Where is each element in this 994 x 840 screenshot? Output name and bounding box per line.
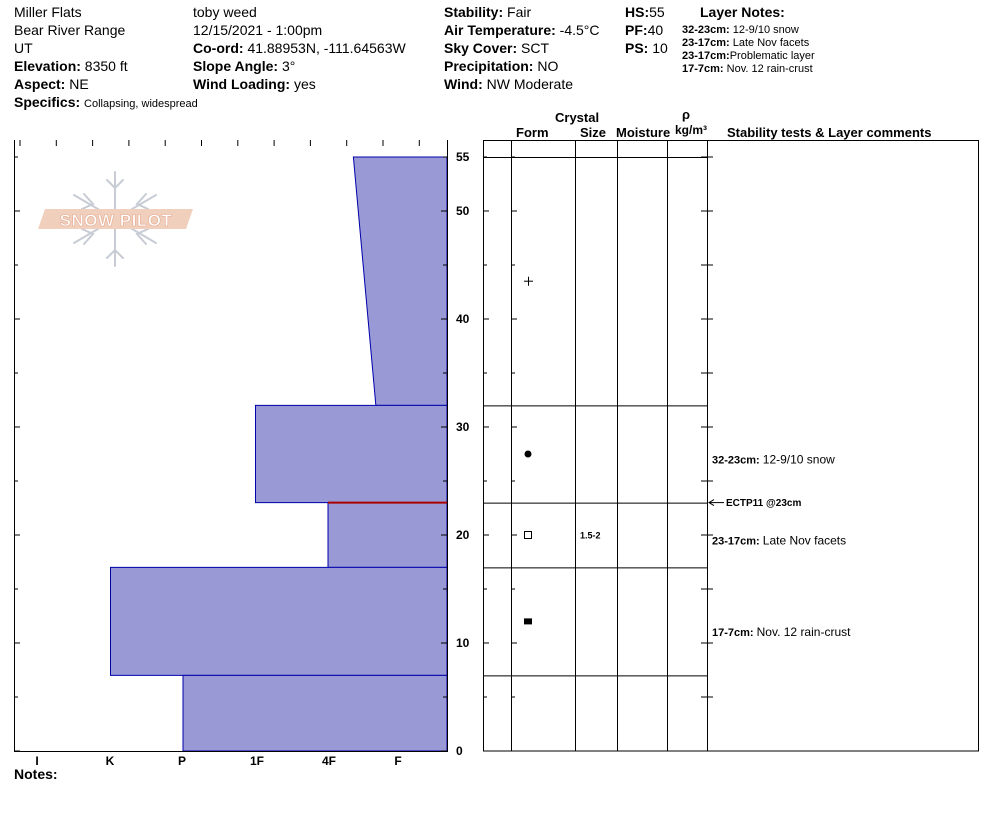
layer-comment-range: 32-23cm: — [712, 454, 763, 467]
y-tick-label: 50 — [456, 204, 470, 218]
elevation-label: Elevation: — [14, 58, 81, 74]
layer-comment — [712, 625, 851, 639]
wind-loading-label: Wind Loading: — [193, 76, 291, 92]
pf-value: 40 — [647, 22, 664, 38]
crystal-header: Crystal — [555, 110, 600, 125]
layer-note-text: Nov. 12 rain-crust — [726, 63, 813, 75]
wind-label: Wind: — [444, 76, 483, 92]
layer-comment-range: 17-7cm: — [712, 627, 757, 640]
crystal-rounded-icon — [525, 451, 532, 458]
specifics-value: Collapsing, widespread — [84, 98, 198, 110]
hs-value: 55 — [649, 4, 665, 20]
hardness-layer — [328, 503, 447, 568]
stability-value: Fair — [507, 4, 532, 20]
hardness-layer — [183, 675, 447, 751]
y-tick-label: 20 — [456, 528, 470, 542]
layer-note-range: 17-7cm: — [682, 63, 724, 75]
pf-label: PF: — [625, 22, 648, 38]
crystal-crust-icon — [524, 618, 532, 624]
hardness-layer — [111, 567, 448, 675]
layer-comment-text: 12-9/10 snow — [762, 452, 835, 467]
y-tick-label: 10 — [456, 636, 470, 650]
coord-label: Co-ord: — [193, 40, 244, 56]
layer-comment-text: Late Nov facets — [762, 533, 847, 548]
layer-note-range: 23-17cm: — [682, 50, 730, 62]
stability-label: Stability: — [444, 4, 504, 20]
density-symbol: ρ — [682, 107, 691, 122]
mountain-range: Bear River Range — [14, 22, 126, 38]
aspect-label: Aspect: — [14, 76, 66, 92]
layer-comment — [712, 452, 835, 466]
layer-table — [484, 140, 979, 751]
wind-loading-value: yes — [293, 76, 316, 92]
x-tick-label: F — [394, 754, 402, 768]
layer-note-text: Problematic layer — [729, 50, 815, 62]
y-tick-label: 0 — [456, 744, 463, 758]
layer-comment — [712, 533, 846, 547]
datetime: 12/15/2021 - 1:00pm — [193, 22, 323, 38]
ps-label: PS: — [625, 40, 649, 56]
aspect-value: NE — [69, 76, 89, 92]
wind-value: NW Moderate — [486, 76, 573, 92]
layer-note-range: 23-17cm: — [682, 37, 730, 49]
sky-value: SCT — [521, 40, 550, 56]
elevation-value: 8350 ft — [84, 58, 128, 74]
x-tick-label: 4F — [321, 754, 337, 768]
slope-label: Slope Angle: — [193, 58, 279, 74]
layer-note-text: Late Nov facets — [732, 37, 810, 49]
hardness-layer — [353, 157, 447, 405]
location: Miller Flats — [14, 4, 82, 20]
layer-note-range: 32-23cm: — [682, 24, 730, 36]
layer-note-text: 12-9/10 snow — [732, 24, 799, 36]
x-tick-label: 1F — [249, 754, 265, 768]
air-temp-label: Air Temperature: — [444, 22, 556, 38]
y-tick-label: 55 — [456, 150, 470, 164]
snowpilot-logo — [38, 172, 193, 266]
state: UT — [14, 40, 33, 56]
hardness-layer — [256, 405, 448, 502]
y-tick-label: 40 — [456, 312, 470, 326]
crystal-facet-icon — [525, 532, 532, 539]
layer-notes-title: Layer Notes: — [700, 4, 785, 20]
coord-value: 41.88953N, -111.64563W — [247, 40, 406, 56]
comments-header: Stability tests & Layer comments — [727, 125, 932, 140]
notes-label: Notes: — [14, 766, 58, 782]
precip-value: NO — [537, 58, 559, 74]
stability-test: ECTP11 @23cm — [726, 498, 802, 510]
x-tick-label: K — [105, 754, 115, 768]
observer: toby weed — [193, 4, 257, 20]
logo-text: SNOW PILOT — [59, 211, 173, 230]
moisture-header: Moisture — [616, 125, 671, 140]
layer-comment-range: 23-17cm: — [712, 535, 763, 548]
layer-comment-text: Nov. 12 rain-crust — [756, 625, 851, 640]
y-tick-label: 30 — [456, 420, 470, 434]
slope-value: 3° — [281, 58, 296, 74]
x-tick-label: I — [35, 754, 39, 768]
precip-label: Precipitation: — [444, 58, 534, 74]
x-tick-label: P — [177, 754, 187, 768]
crystal-size: 1.5-2 — [580, 530, 601, 541]
sky-label: Sky Cover: — [444, 40, 518, 56]
hs-label: HS: — [625, 4, 650, 20]
air-temp-value: -4.5°C — [559, 22, 600, 38]
ps-value: 10 — [652, 40, 668, 56]
specifics-label: Specifics: — [14, 94, 81, 110]
size-header: Size — [580, 125, 607, 140]
form-header: Form — [516, 125, 549, 140]
density-unit: kg/m³ — [675, 123, 708, 137]
